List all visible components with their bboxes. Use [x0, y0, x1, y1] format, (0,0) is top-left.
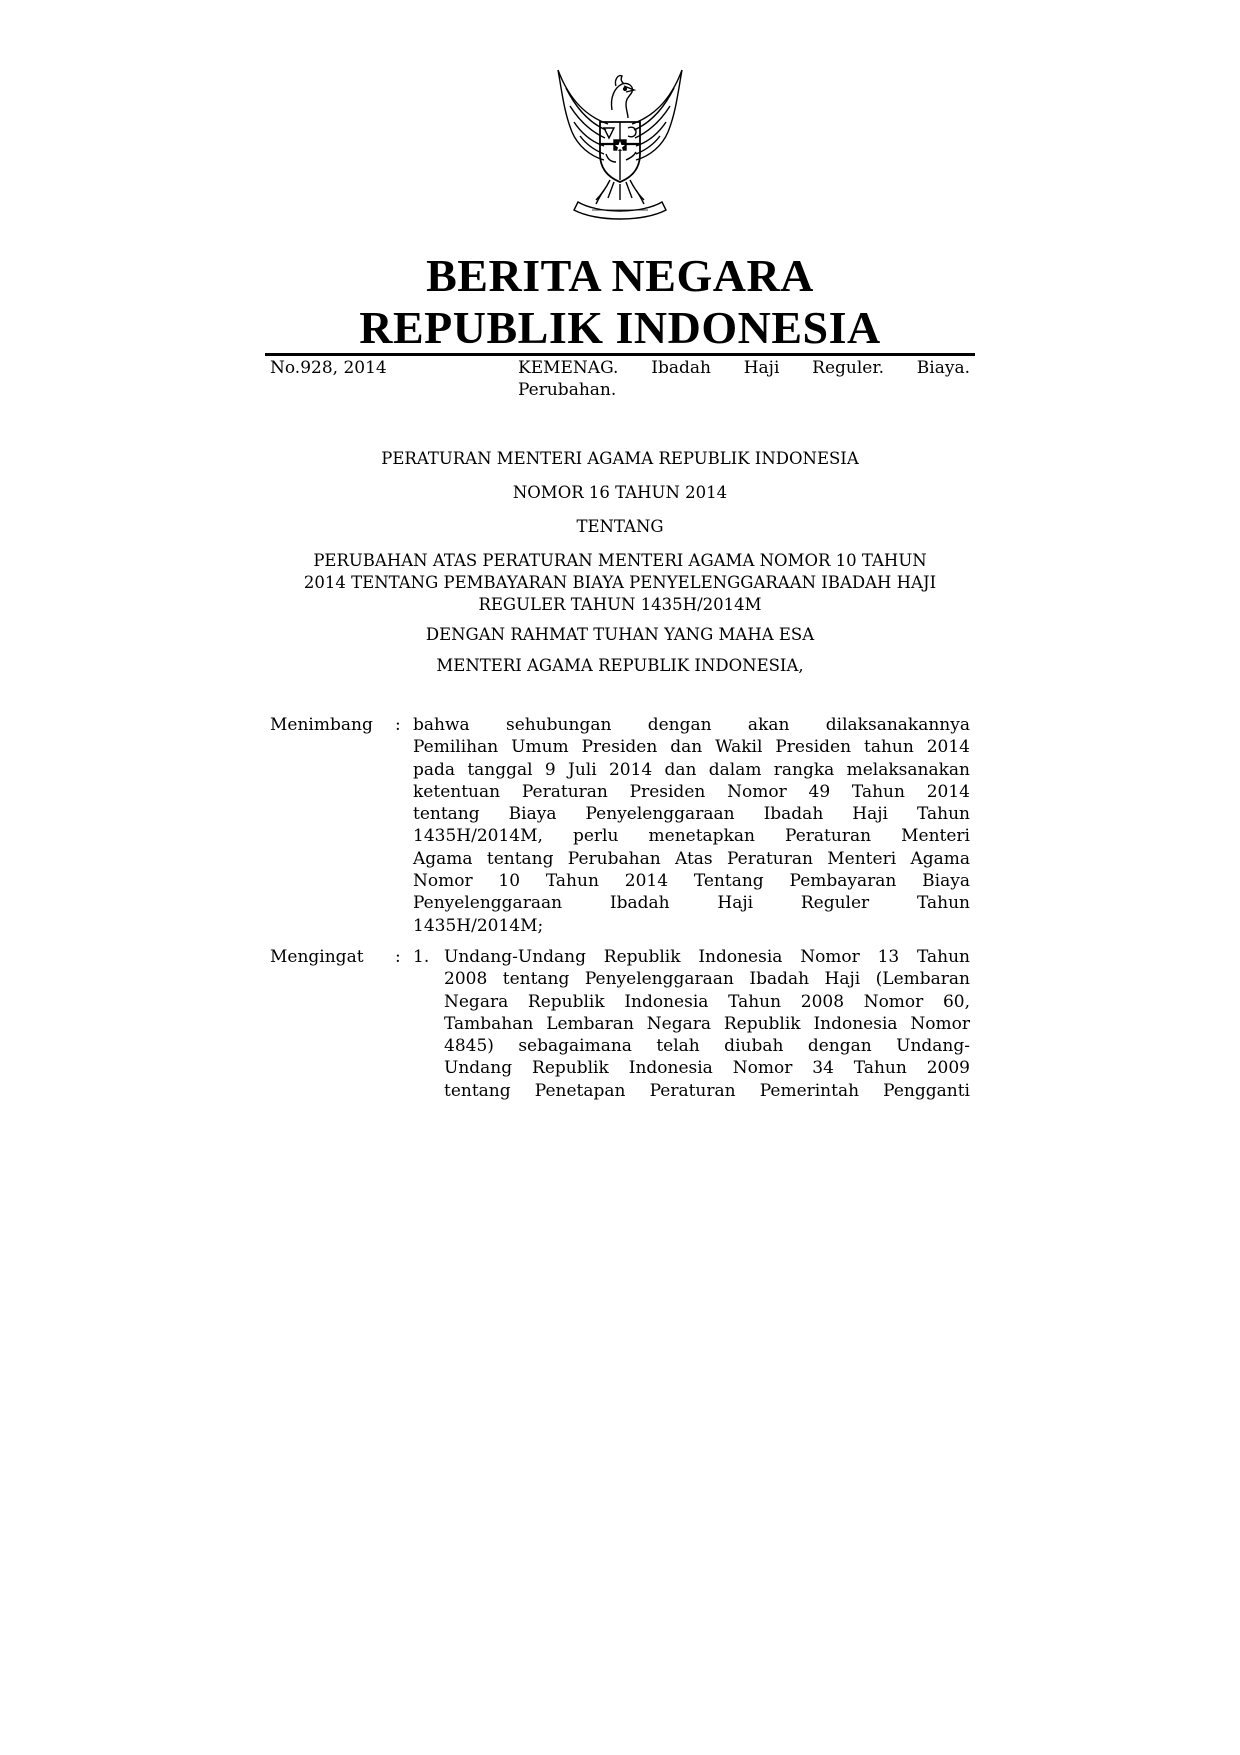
regulation-title: [265, 550, 975, 616]
invocation: DENGAN RAHMAT TUHAN YANG MAHA ESA: [425, 625, 815, 644]
regulation-number: NOMOR 16 TAHUN 2014: [512, 483, 728, 502]
garuda-emblem-icon: [548, 62, 692, 222]
gazette-subject-line: KEMENAG. Ibadah Haji Reguler. Biaya.: [518, 358, 970, 378]
gazette-subject-line: Perubahan.: [518, 380, 617, 400]
regulation-title-line: 2014 TENTANG PEMBAYARAN BIAYA PENYELENGGARAAN IBADAH HAJI: [303, 573, 937, 592]
text-line: pada tanggal 9 Juli 2014 dan dalam rangka melaksanakan: [413, 759, 970, 780]
mengingat-label: Mengingat: [270, 947, 364, 967]
text-line: Pemilihan Umum Presiden dan Wakil Presiden tahun 2014: [413, 737, 970, 758]
text-line: Negara Republik Indonesia Tahun 2008 Nomor 60,: [444, 991, 970, 1012]
text-line: tentang Penetapan Peraturan Pemerintah Pengganti: [444, 1080, 970, 1101]
regulation-title-line: REGULER TAHUN 1435H/2014M: [478, 595, 762, 614]
regulation-about: TENTANG: [576, 517, 664, 536]
menimbang-text: [413, 714, 970, 937]
issuing-authority: MENTERI AGAMA REPUBLIK INDONESIA,: [436, 656, 804, 675]
masthead-title: BERITA NEGARA: [426, 250, 814, 301]
regulation-heading: PERATURAN MENTERI AGAMA REPUBLIK INDONESIA: [381, 449, 859, 468]
menimbang-colon: :: [395, 715, 401, 735]
text-line: 2008 tentang Penyelenggaraan Ibadah Haji (Lembaran: [444, 969, 970, 990]
text-line: bahwa sehubungan dengan akan dilaksanakannya: [413, 715, 970, 735]
text-line: Undang-Undang Republik Indonesia Nomor 13 Tahun: [444, 947, 970, 967]
mengingat-item-number: 1.: [413, 947, 430, 967]
text-line: 1435H/2014M, perlu menetapkan Peraturan Menteri: [413, 826, 970, 847]
text-line: Tambahan Lembaran Negara Republik Indonesia Nomor: [444, 1013, 970, 1034]
gazette-subject: [518, 357, 970, 401]
gazette-number: No.928, 2014: [270, 358, 387, 378]
text-line: Nomor 10 Tahun 2014 Tentang Pembayaran Biaya: [413, 871, 970, 892]
text-line: Penyelenggaraan Ibadah Haji Reguler Tahun: [413, 893, 970, 914]
text-line: 4845) sebagaimana telah diubah dengan Undang-: [444, 1036, 970, 1057]
masthead-divider: [265, 353, 975, 356]
menimbang-label: Menimbang: [270, 715, 373, 735]
text-line: Undang Republik Indonesia Nomor 34 Tahun 2009: [444, 1058, 970, 1079]
text-line: tentang Biaya Penyelenggaraan Ibadah Haji Tahun: [413, 804, 970, 825]
regulation-title-line: PERUBAHAN ATAS PERATURAN MENTERI AGAMA NOMOR 10 TAHUN: [313, 551, 927, 570]
masthead-subtitle: REPUBLIK INDONESIA: [359, 302, 881, 353]
text-line: Agama tentang Perubahan Atas Peraturan Menteri Agama: [413, 848, 970, 869]
mengingat-item-text: [444, 946, 970, 1102]
text-line: ketentuan Peraturan Presiden Nomor 49 Tahun 2014: [413, 781, 970, 802]
mengingat-colon: :: [395, 947, 401, 967]
text-line: 1435H/2014M;: [413, 915, 544, 936]
